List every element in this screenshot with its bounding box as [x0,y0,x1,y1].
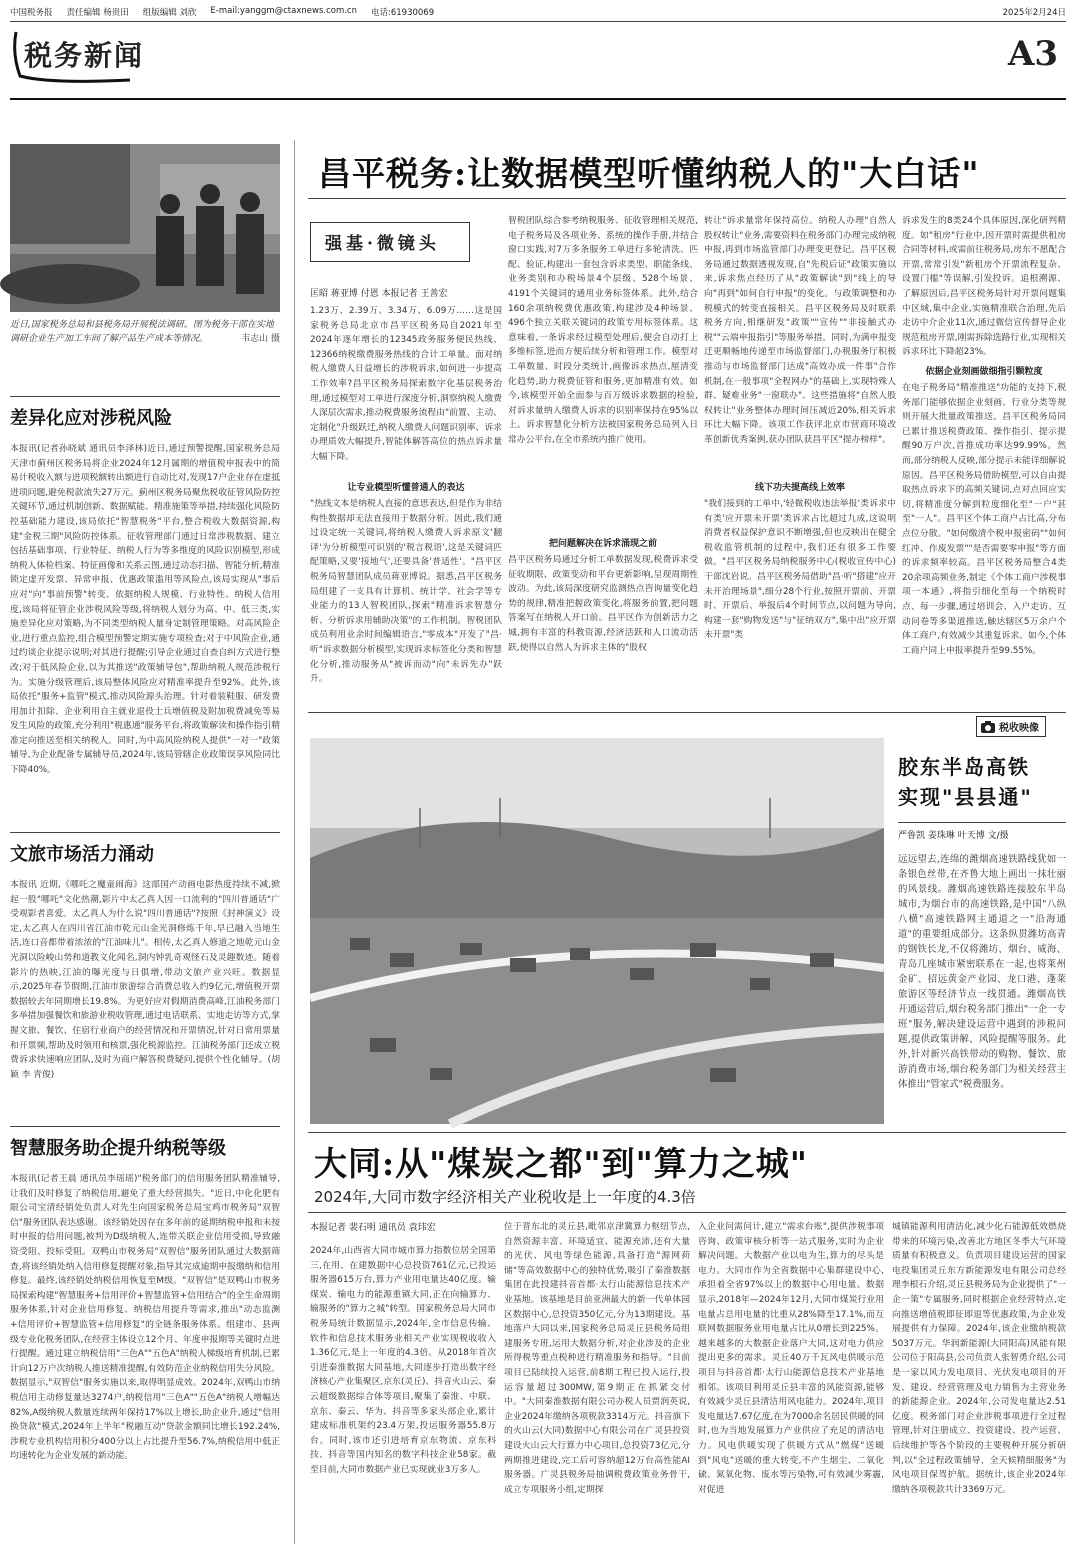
article2-col4: 城镇能源利用清洁化,减少化石能源低效燃烧带来的环境污染,改善北方地区冬季大气环境质量有积极意义。负责项目建设运营的国家电投集团灵丘东方新能源发电有限公司总经理李根石介绍,灵丘县税务局为企业提供了"一企一策"专属服务,同时根据企业经营特点,定向推送增值税即征即退等优惠政策,为企业发展提供有力保障。2024年,该企业缴纳税款5037万元。华润新能源(大同阳高)风能有限公司位于阳高县,公司负责人张智勇介绍,公司是一家以风力发电项目、光伏发电项目的开发、建设、经营管理及电力销售为主营业务的新能源企业。2024年,公司发电量达2.51亿度。税务部门对企业涉税事项进行全过程管理,针对注册成立、投资建设、投产运营、后续维护等各个阶段的主要税种开展分析研判,以"全过程政策辅导、全天候精细服务"为风电项目保驾护航。据统计,该企业2024年缴纳各项税款共计3369万元。 [892,1222,1066,1495]
article1-col4-text: 诉求发生的8类24个具体原因,深化研判精度。如"租房"行业中,因开票时需提供租房合同等材料,或需前往税务局,房东不愿配合开票,常常引发"新租房个开票流程复杂、设置门槛"等误解,引发投诉。追根溯源、了解原因后,昌平区税务局针对开票问题集中区域,集中企业,实施精准联合治理,先后走访中介企业11次,通过微信宣传督导企业规范租房开票,刚需拆除选路行业,实现相关诉求环比下降超23%。 [902,216,1066,358]
article-credit-body: 本报讯(记者王晨 通讯员李瑶瑶)"税务部门的信用服务团队精准辅导,让我们及时修复了纳税信用,避免了重大经营损失。"近日,中化化肥有限公司宝清经销处负责人对先生向国家税务总局宝鸡市税务局"双智信"服务团队表达感谢。该经销处因存在多年前的延期纳税申报和未按时申报的信用问题,被判为D级纳税人,连带关联企业信用受损,导致融资受阻、投标受阻。双鸭山市税务局"双智信"服务团队通过大数据筛查,将该经销处纳入信用修复提醒对象,指导其完成逾期申报缴纳和信用修复。最终,该经销处纳税信用恢复至M级。"双智信"是双鸭山市税务局探索构建"智慧服务+信用评价+智慧监管+信用结合"的全生命周期服务体系,针对企业信用修复、纳税信用提升等需求,推出"动态监测+信用评价+智慧监管+信用修复"的全链条服务体系。组建市、县两级专业化税务团队,在经营主体设立12个月、年度申报期等关键时点进行提醒。通过建立纳税信用"三色A""五色A"纳税人梯级培育机制,已累计向12万户次纳税人推送精准提醒,有效防范企业纳税信用失分风险。数据显示,"双智信"服务实施以来,取得明显成效。2024年,双鸭山市纳税信用主动修复量达3274户,纳税信用"三色A""五色A"纳税人增幅达82%,A级纳税人数量连续两年保持17%以上增长,助企业升,通过"信用换贷款"模式,2024年上半年"税融互动"贷款金额同比增长192.24%,涉税专业机构信用积分400分以上占比提升至56.7%,纳税信用中低正均速转化为企业发展的新动能。 [10,1174,280,1462]
feature-badge-label: 税收映像 [999,723,1039,734]
headline-tourism: 文旅市场活力涌动 [10,844,154,865]
email: E-mail:yanggm@ctaxnews.com.cn [210,6,357,16]
article1-col4b-text: 在电子税务局"精准推送"功能的支持下,税务部门能够依据企业刻画、行业分类等规则开展大批量政策推送。昌平区税务局同已累计推送税费政策、操作指引、提示提醒90万户次,首推成功率达99.99%。然而,部分纳税人反映,部分提示未能详细解说原因。昌平区税务局借助模型,可以自由提取热点诉求下的高频关键词,点对点回应实切,将精准度分解到粒度细化至"一户"甚至"一人"。昌平区个体工商户占比高,分布点位分散。"如何缴清个税申报密码""如何红冲、作废发票""是否需要零申报"等方面的诉求频率较高。昌平区税务局整合4类20余项高频业务,制定《个体工商户涉税事项一本通》,将指引细化至每一个纳税时点、每一步骤,通过培训会、入户走访、互动问卷等多渠道推送,触达辖区5万余户个体工商户,有效减少其重复诉求。如今,个体工商户同上申报率提升至99.55%。 [902,383,1066,656]
feature-title-line-1: 胶东半岛高铁 [898,755,1030,779]
issue-date: 2025年2月24日 [1002,8,1066,18]
article2-byline: 本报记者 裴石明 通讯员 袁玮宏 [310,1223,436,1233]
top-info-line [10,6,1066,20]
article1-col2b-text: 昌平区税务局通过分析工单数据发现,税费诉求受征收期限、政策变动和平台更新影响,呈现周期性波动。为此,该局深度研究监测热点咨询量变化趋势的规律,精准把握政策变化,将服务前置,把问题答案写在纳税人开口前。昌平区作为创新活力之城,拥有丰富的科教资源,经济活跃和人口流动活跃,使得以自然人为诉求主体的"股权 [508,555,698,653]
paper-name: 中国税务报 [10,8,53,18]
left-rule-2 [10,832,280,833]
article1-subhead-2: 把问题解决在诉求涌现之前 [548,539,657,549]
article1-byline: 匡昭 蒋亚博 付恩 本报记者 王善宏 [310,289,448,299]
article1-col2-text: 智税团队综合参考纳税服务、征收管理相关规范,电子税务局及各项业务、系统的操作手册,并结合窗口实践,对7万多条服务工单进行多轮清洗、匹配、验证,构建出一套包含诉求类型、职能条线、业务类别和办税场景4个层级、528个场景、4191个关键词的通用业务标签体系。此外,结合160余项纳税费优惠政策,构建涉及4种场景、496个独立关联关键词的政策专用标签体系。这意味着,一条诉求经过模型处理后,便会自动打上多维标签,进而方便后续分析和管理工作。模型对工单数量、时段分类统计,画像诉求热点,厘清变化趋势,助力税费征管和服务,更加精准有效。如今,该模型开始全面参与百万级诉求数据的检验,对诉求量纳人缴费人诉求的识别率保持在95%以上。诉求智慧化分析方法被国家税务总局列入日常办公平台,在全市系统内推广使用。 [508,216,698,445]
article-datong-title: 大同:从"煤炭之都"到"算力之城" [314,1144,808,1183]
layout-editor: 组版编辑 刘欣 [142,8,197,18]
article1-col1-text: 1.23万、2.39万、3.34万、6.09万……这是国家税务总局北京市昌平区税务局自2021年至2024年逐年增长的12345政务服务便民热线、12366纳税缴费服务热线的合计工单量。面对纳税人缴费人日益增长的涉税诉求,如何进一步提高工作效率?昌平区税务局探索数字化基层税务治理,通过模型对工单进行深度分析,洞察纳税人缴费人深层次需求,推动税费服务流程由"前置、主动、定制化"升级跃迁,纳税人缴费人问题识别率、诉求办理质效大幅提升,智能体解答高位的热点诉求量大幅下降。 [310,306,502,462]
phone: 电话:61930069 [371,8,435,18]
article-risk-body: 本报讯(记者孙晓斌 通讯员李泽林)近日,通过预警提醒,国家税务总局天津市蓟州区税务局将企业2024年12月属期的增值税申报表中的简易计税收入额与进项税额转出额进行自动比对,发现17户企业存在虚抵进项问题,避免税款流失27万元。蓟州区税务局聚焦税收征管风险防控关键环节,通过机制创新、数据赋能、精准施策等举措,持续强化风险防控基础能力建设,该局依托"智慧税务"平台,整合税收大数据资源,构建"金税三期"风险防控体系。征收管理部门通过日常涉税数据、建立包括基础事项、行业特征、纳税人行为等多维度的风险识别模型,形成纳税人体检档案、特征画像和关系云图,通过动态扫描、智能分析,精准锁定虚开发票、异常申报、优惠政策滥用等风险点,该局实现从"事后应对"向"事前预警"转变。依据纳税人规模、行业特性、纳税人信用度,该局将征管企业涉税风险等级,将纳税人划分为高、中、低三类,实施差异化应对策略,为不同类型纳税人量身定制管理策略。对高风险企业,进行重点监控,组合模型预警定期实施专项检查;对于中风险企业,通过约谈企业提示说明;对其进行提醒;引导企业通过自查自纠方式进行整改;对于低风险企业,以为其推送"政策辅导包",帮助纳税人规范涉税行为。实施分级管理后,该局整体风险应对精准率提升至92%。此外,该局依托"服务+监管"模式,推动风险源头治理。针对着装鞋服、研发费用加计扣除、企业利用自主就业退役士兵增值税及附加税费减免等易发生风险的政策,充分利用"税惠通"服务平台,将政策解读和操作指引精准定向推送至相关纳税人。同时,为中高风险纳税人提供"一对一"政策辅导,为企业配备专属辅导员,2024年,该局管辖企业政策误享风险同比下降40%。 [10,444,280,776]
article2-col3: 入企业问需问计,建立"需求台账",提供涉税事项咨询、政策审核分析等一站式服务,实时为企业解决问题。大数据产业以电为生,算力的尽头是电力。大同市作为全省数据中心集群建设中心,承担着全省97%以上的数据中心用电量。数据显示,2018年—2024年12月,大同市煤炭行业用电量占总用电量的比重从28%降至17.1%,而互联网数据服务业用电量占比从0增长到225%。越来越多的大数据企业落户大同,这对电力供应提出更多的需求。灵丘40万千瓦风电供暖示范项目与抖音首都·太行山能源信息技术产业基地相邻。该项目利用灵丘县丰富的风能资源,能够有效减少灵丘县清洁用风电能力。2024年,项目发电量达7.67亿度,在为7000余名居民供暖的同时,也为当地发展算力产业供应了充足的清洁电力。风电供暖实现了供暖方式从"燃煤"送暖到"风电"送暖的重大转变,不产生烟尘、二氧化硫、氮氧化物、废水等污染物,可有效减少雾霾,对促进 [698,1222,884,1495]
column-tag: 强基·微镜头 [310,222,470,262]
left-rule-1 [10,396,280,397]
article2-subtitle-rule [308,1212,1066,1213]
article1-subhead-3: 线下功夫提高线上效率 [754,483,845,493]
feature-title-line-2: 实现"县县通" [898,785,1033,809]
page-number: A3 [1007,34,1058,74]
masthead [10,24,1066,96]
article1-subhead-1: 让专业模型听懂普通人的表达 [347,483,465,493]
photo-caption-text: 近日,国家税务总局和县税务局开展税法调研。图为税务干部在实地调研企业生产加工车间了解产品生产成本等情况。 [10,320,274,344]
article1-col1b-text: "热线文本是纳税人直接的意思表达,但是作为非结构性数据却无法直接用于数据分析。因此,我们通过设定统一关键词,将纳税人缴费人诉求原文'翻译'为分析模型可识别的'税言税语',这是关键词匹配策略,又要'接地气',还要具备'普适性'。"昌平区税务局智慧团队成员蒋亚博说。据悉,昌平区税务局组建了一支具有计算机、统计学、社会学等专业能力的13人智税团队,探索"精准诉求智慧分析、分析诉求用辅助决策"的工作机制。智税团队成员利用业余时间编辑语言,"零成本"开发了"昌·听"诉求数据分析模型,实现诉求标签化分类和智慧化分析,推动服务从"被诉而动"向"未诉先办"跃升。 [310,499,502,685]
feature-badge [976,716,1046,737]
feature-title [898,752,1066,812]
feature-text: 远远望去,连绵的潍烟高速铁路线犹如一条银色丝带,在齐鲁大地上画出一抹壮丽的风景线。潍烟高速铁路连接胶东半岛城市,为烟台市的高速铁路,是中国"八纵八横"高速铁路网主通道之一"沿海通道"的重要组成部分。这条纵贯潍坊高青的钢铁长龙,不仅将潍坊、烟台、威海、青岛几座城市紧密联系在一起,也将莱州金矿、招远黄金产业园、龙口港、蓬莱旅游区等经济节点一线贯通。潍烟高铁开通运营后,烟台税务部门推出"一企一专班"服务,解决建设运营中遇到的涉税问题,提供政策讲解、风险提醒等服务。此外,针对新兴高铁带动的购物、餐饮、旅游消费市场,烟台税务部门为相关经营主体推出"管家式"税费服务。 [898,854,1066,1090]
article1-col2 [508,214,698,653]
feature-title-rule [898,822,1066,823]
masthead-rule [10,98,1066,100]
article-changping-title: 昌平税务:让数据模型听懂纳税人的"大白话" [318,154,980,193]
article2-col1: 2024年,山西省大同市城市算力指数位居全国第三,在用、在建数据中心总投资761亿元,已投运服务器615万台,算力产业用电量达40亿度。输煤炭、输电力的能源重镇大同,正在向输算力、输服务的"算力之城"转型。国家税务总局大同市税务局统计数据显示,2024年,全市信息传输、软件和信息技术服务业相关产业实现税收收入1.36亿元,是上一年度的4.3倍。从2018年首次引进秦淮数据大同基地,大同逐步打造出数字经济核心产业集聚区,京东(灵丘)、抖音火山云、秦云超级数据综合体等项目,聚集了秦淮、中联、京东、秦云、华为、抖音等多家头部企业,累计建成标准机架约23.4万架,投运服务器55.8万台。同时,该市还引进培育京东物流、京东科技、抖音等国内知名的数字科技企业58家。截至目前,大同市数据产业已实现就业3万多人。 [310,1246,496,1475]
article1-col3b-text: "我们接到的工单中,'轻微税收违法举报'类诉求中有类'应开票未开票'类诉求占比超过九成,这说明消费者权益保护意识不断增强,但也反映出在健全税收监管机制的过程中,我们还有很多工作要做。"昌平区税务局纳税服务中心(税收宣传中心)干部沈岩说。昌平区税务局借助"昌·听"搭建"应开未开治理场景",细分28个行业,按照开票前、开票时、开票后、举报后4个时间节点,以问题为导向,构建一套"购物发送"与"征纳双方",集中出"应开票未开票"类 [704,499,896,641]
article1-col3-text: 转让"诉求量常年保持高位。纳税人办理"自然人股权转让"业务,需要资料在税务部门办理完成纳税申报,再到市场监管部门办理变更登记。昌平区税务局通过数据透视发现,自"先税后证"政策实施以来,诉求焦点经历了从"政策解读"到"线上的导向"再到"如何自行申报"的变化。与政策调整和办税模式的转变直接相关。昌平区税务局及时联系税务方向,相继研发"政策""宣传""非接触式办税""云端申报指引"等服务举措。同时,为满申报变迁更顺畅地传递至市场监督部门,办税服务厅积极推动与市场监督部门达成"高效办成一件事"合作机制,在一般事项"全程网办"的基础上,实现特殊人群、疑难业务"一窗联办"。这些措施将"自然人股权转让"业务整体办理时间压减近20%,相关诉求环比大幅下降。该项工作获评北京市营商环境改革创新优秀案例,获办团队获昌平区"提办榜样"。 [704,216,896,445]
article1-subhead-4: 依据企业刻画做细指引颗粒度 [925,367,1043,377]
feature-rule [308,712,1066,713]
section-name: 税务新闻 [24,39,145,72]
editor: 责任编辑 杨贵田 [66,8,129,18]
headline-risk: 差异化应对涉税风险 [10,408,172,429]
photo-high-speed-rail-image [310,738,884,1124]
article2-rule [308,1132,1066,1133]
article-tourism-body: 本报讯 近期,《哪吒之魔童闹海》这部国产动画电影热度持续不减,掀起一股"哪吒"文化热潮,影片中太乙真人因一口流利的"四川普通话"广受观影者喜爱。太乙真人为什么说"四川普通话"?按照《封神演义》设定,太乙真人在四川省江油市乾元山金光洞修炼千年,早已融入当地生活,连口音都带着浓浓的"江油味儿"。相传,太乙真人修道之地乾元山金光洞以险峻山势和道教文化闻名,洞内钟乳奇观怪石及灵趣数迹。随着影片的热映,江油的曝光度与日俱增,带动文旅产业兴旺。数据显示,2025年春节假期,江油市旅游综合消费总收入约9亿元,增值税开票数据较去年同期增长19.8%。为更好应对假期消费高峰,江油税务部门多举措加强餐饮和旅游业税收管理,通过电话联系、实地走访等方式,掌握文旅、餐饮、住宿行业商户的经营情况和开票情况,针对日常用票量和开票频,帮助及时领用和核票,强化税源监控。江油税务部门还成立税费诉求快速响应团队,及时为商户解答税费疑问,提供个性化辅导。(胡颖 李 青俊) [10,880,280,1080]
article1-col1 [310,304,502,685]
photo-tax-visit [10,144,280,312]
article2-col2: 位于晋东北的灵丘县,毗邻京津冀算力枢纽节点,自然资源丰富、环境适宜、能源充沛,还有大量的光伏、风电等绿色能源,具备打造"源网荷储"等高效数据中心的独特优势,吸引了秦淮数据集团在此投建抖音首都·太行山能源信息技术产业基地。该基地是目前亚洲最大的新一代单体园区数据中心,总投资350亿元,分为13期建设。基地落户大同以来,国家税务总局灵丘县税务局组建服务专班,运用大数据分析,对企业涉及的企业所得税等重点税种进行精准服务和指导。"目前项目已陆续投入运营,前8期工程已投入运行,投运容量超过300MW,第9期正在抓紧交付中。"大同秦淮数据有限公司办税人员贾润英说,企业2024年缴纳各项税款3314万元。抖音旗下的火山云(大同)数据中心有限公司在广灵县投资建设火山云大行算力中心项目,总投资73亿元,分两期推进建设,完工后可容纳超12万台高性能AI服务器。广灵县税务局抽调税费政策业务骨干,成立专项服务小组,定期探 [504,1222,690,1495]
feature-byline: 严鲁凯 姜珠琳 叶天博 文/摄 [898,831,1009,841]
column-separator [294,140,295,1544]
photo-caption [10,318,280,362]
article1-col4 [902,214,1066,656]
headline-credit: 智慧服务助企提升纳税等级 [10,1138,226,1159]
article-datong-subtitle: 2024年,大同市数字经济相关产业税收是上一年度的4.3倍 [314,1188,696,1206]
article1-col3 [704,214,896,644]
left-rule-3 [10,1126,280,1127]
photo-tax-visit-image [10,144,280,312]
camera-icon [981,721,995,733]
photo-high-speed-rail [310,738,884,1124]
photo-credit: 韦志山 摄 [241,334,280,344]
top-rule [10,21,1066,22]
article1-rule [308,198,1066,199]
